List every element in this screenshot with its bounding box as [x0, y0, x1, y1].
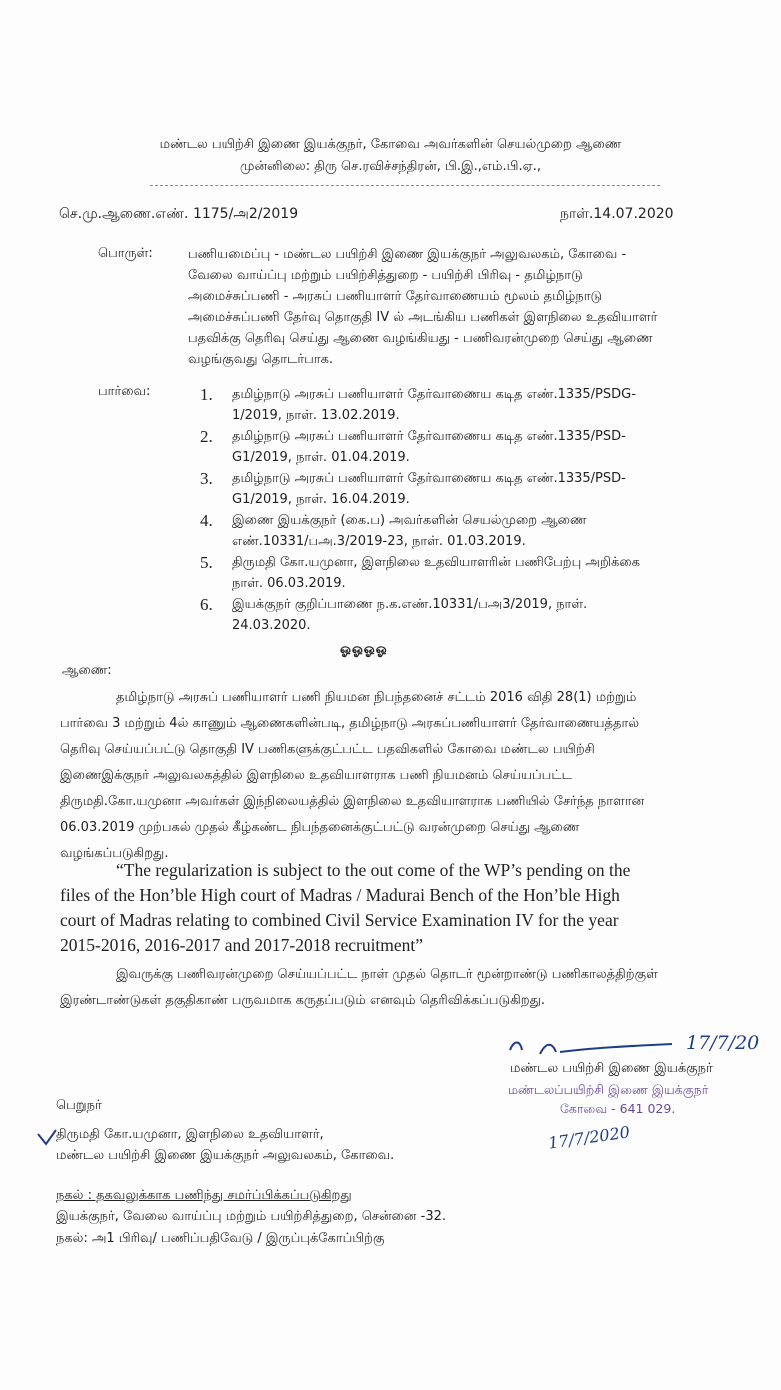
- reference-number: 2.: [200, 427, 213, 446]
- paragraph-line: தமிழ்நாடு அரசுப் பணியாளர் பணி நியமன நிபந்தனைச் சட்டம் 2016 விதி 28(1) மற்றும்: [116, 690, 637, 705]
- subject-line: அமைச்சுப்பணி தேர்வு தொகுதி IV ல் அடங்கிய பணிகள் இளநிலை உதவியாளர்: [188, 310, 658, 325]
- reference-line: 24.03.2020.: [232, 618, 311, 633]
- reference-line: G1/2019, நாள். 16.04.2019.: [232, 492, 410, 507]
- recipient-label: பெறுநர்: [56, 1098, 102, 1113]
- reference-line: G1/2019, நாள். 01.04.2019.: [232, 450, 410, 465]
- paragraph-line: இவருக்கு பணிவரன்முறை செய்யப்பட்ட நாள் முதல் தொடர் மூன்றாண்டு பணிகாலத்திற்குள்: [116, 967, 658, 982]
- subject-text: [188, 244, 693, 370]
- quote-line: “The regularization is subject to the out come of the WP’s pending on the: [116, 860, 631, 880]
- reference-line: இயக்குநர் குறிப்பாணை ந.க.எண்.10331/பஅ3/2019, நாள்.: [232, 597, 588, 612]
- subject-line: பணியமைப்பு - மண்டல பயிற்சி இணை இயக்குநர் அலுவலகம், கோவை -: [188, 247, 627, 262]
- paragraph-line: திருமதி.கோ.யமுனா அவர்கள் இந்நிலையத்தில் இளநிலை உதவியாளராக பணியில் சேர்ந்த நாளான: [60, 794, 645, 809]
- recipient-office: மண்டல பயிற்சி இணை இயக்குநர் அலுவலகம், கோவை.: [56, 1148, 395, 1163]
- reference-line: இணை இயக்குநர் (கை.ப) அவர்களின் செயல்முறை ஆணை: [232, 513, 587, 528]
- order-number: செ.மு.ஆணை.எண். 1175/அ2/2019: [59, 206, 299, 222]
- regularization-quote: [60, 858, 740, 958]
- reference-item: [200, 510, 722, 552]
- order-paragraph-1: [60, 685, 720, 867]
- reference-item: [200, 384, 722, 426]
- office-stamp-line-1: மண்டலப்பயிற்சி இணை இயக்குநர்: [508, 1082, 709, 1097]
- subject-line: வழங்குவது தொடர்பாக.: [188, 352, 334, 367]
- subject-line: பதவிக்கு தெரிவு செய்து ஆணை வழங்கியது - பணிவரன்முறை செய்து ஆணை: [188, 331, 653, 346]
- signature-date: 17/7/20: [686, 1032, 760, 1054]
- reference-item: [200, 426, 722, 468]
- reference-line: தமிழ்நாடு அரசுப் பணியாளர் தேர்வாணைய கடித எண்.1335/PSD-: [232, 471, 626, 486]
- reference-line: திருமதி கோ.யமுனா, இளநிலை உதவியாளரின் பணிபேற்பு அறிக்கை: [232, 555, 640, 570]
- copy-file: நகல்: அ1 பிரிவு/ பணிப்பதிவேடு / இருப்புக்கோப்பிற்கு: [56, 1231, 385, 1246]
- reference-line: தமிழ்நாடு அரசுப் பணியாளர் தேர்வாணைய கடித எண்.1335/PSD-: [232, 429, 626, 444]
- quote-line: files of the Hon’ble High court of Madras / Madurai Bench of the Hon’ble High: [60, 885, 620, 905]
- reference-line: 1/2019, நாள். 13.02.2019.: [232, 408, 400, 423]
- header-title: மண்டல பயிற்சி இணை இயக்குநர், கோவை அவர்களின் செயல்முறை ஆணை: [159, 137, 622, 152]
- paragraph-line: 06.03.2019 முற்பகல் முதல் கீழ்கண்ட நிபந்தனைக்குட்பட்டு வரன்முறை செய்து ஆணை: [60, 820, 580, 835]
- office-stamp-line-2: கோவை - 641 029.: [560, 1101, 676, 1116]
- signatory-title: மண்டல பயிற்சி இணை இயக்குநர்: [510, 1061, 713, 1076]
- subject-label: பொருள்:: [98, 246, 153, 261]
- copy-director: இயக்குநர், வேலை வாய்ப்பு மற்றும் பயிற்சித்துறை, சென்னை -32.: [56, 1209, 447, 1224]
- reference-item: [200, 594, 722, 636]
- paragraph-line: இரண்டாண்டுகள் தகுதிகாண் பருவமாக கருதப்படும் எனவும் தெரிவிக்கப்படுகிறது.: [60, 993, 545, 1008]
- order-label: ஆணை:: [62, 663, 112, 678]
- order-date: நாள்.14.07.2020: [560, 206, 674, 222]
- reference-number: 4.: [200, 511, 213, 530]
- section-ornament: ஓஓஓஓ: [340, 642, 388, 657]
- reference-line: நாள். 06.03.2019.: [232, 576, 346, 591]
- reference-number: 5.: [200, 553, 213, 572]
- reference-number: 3.: [200, 469, 213, 488]
- recipient-name: திருமதி கோ.யமுனா, இளநிலை உதவியாளர்,: [56, 1127, 324, 1142]
- paragraph-line: வழங்கப்படுகிறது.: [60, 846, 169, 861]
- subject-line: வேலை வாய்ப்பு மற்றும் பயிற்சித்துறை - பயிற்சி பிரிவு - தமிழ்நாடு: [188, 268, 583, 283]
- reference-item: [200, 468, 722, 510]
- initial-note: 17/7/2020: [547, 1122, 631, 1153]
- reference-line: எண்.10331/பஅ.3/2019-23, நாள். 01.03.2019.: [232, 534, 526, 549]
- reference-line: தமிழ்நாடு அரசுப் பணியாளர் தேர்வாணைய கடித எண்.1335/PSDG-: [232, 387, 636, 402]
- paragraph-line: இணைஇக்குநர் அலுவலகத்தில் இளநிலை உதவியாளராக பணி நியமனம் செய்யப்பட்ட: [60, 768, 573, 783]
- references-label: பார்வை:: [98, 384, 151, 399]
- header-divider: [150, 185, 660, 186]
- reference-number: 1.: [200, 385, 213, 404]
- header-presence: முன்னிலை: திரு செ.ரவிச்சந்திரன், பி.இ.,எம்.பி.ஏ.,: [240, 159, 541, 174]
- copy-heading: நகல் : தகவலுக்காக பணிந்து சமர்ப்பிக்கப்படுகிறது: [56, 1188, 352, 1203]
- quote-line: 2015-2016, 2016-2017 and 2017-2018 recruitment”: [60, 935, 424, 955]
- quote-line: court of Madras relating to combined Civil Service Examination IV for the year: [60, 910, 619, 930]
- order-paragraph-2: [60, 962, 720, 1014]
- subject-line: அமைச்சுப்பணி - அரசுப் பணியாளர் தேர்வாணையம் மூலம் தமிழ்நாடு: [188, 289, 603, 304]
- signature-scribble: [500, 1032, 680, 1062]
- references-list: [200, 384, 722, 636]
- reference-item: [200, 552, 722, 594]
- paragraph-line: பார்வை 3 மற்றும் 4ல் காணும் ஆணைகளின்படி, தமிழ்நாடு அரசுப்பணியாளர் தேர்வாணையத்தால்: [60, 716, 640, 731]
- reference-number: 6.: [200, 595, 213, 614]
- paragraph-line: தெரிவு செய்யப்பட்டு தொகுதி IV பணிகளுக்குட்பட்ட பதவிகளில் கோவை மண்டல பயிற்சி: [60, 742, 595, 757]
